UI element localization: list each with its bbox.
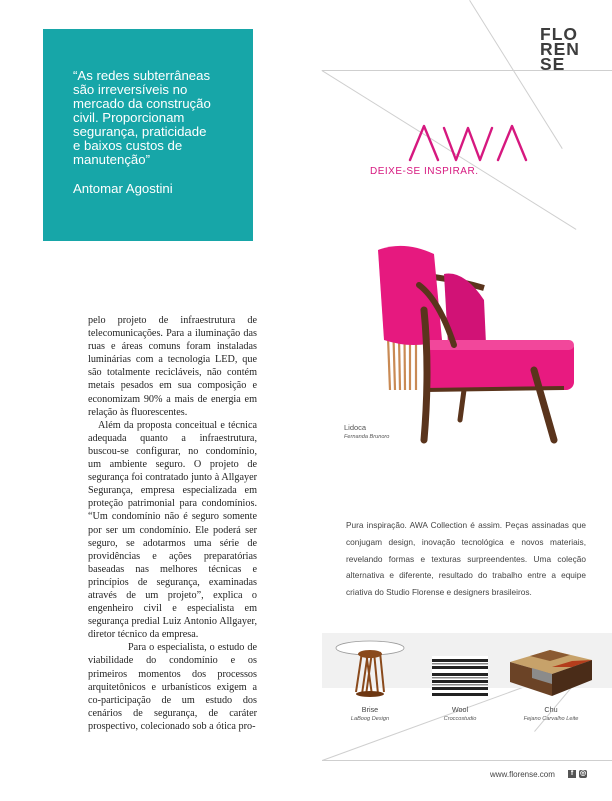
instagram-icon[interactable]: ◎ — [579, 770, 587, 777]
chair-name: Lidoca — [344, 423, 367, 432]
article-paragraph: Para o especialista, o estudo de viabilidade do condomínio e os primeiros momentos dos processos arquitetônicos e urbanísticos exigem a co-participação de um estudo dos cenários de segurança, de caráter prospectivo, colecionado sob a ótica pro- — [88, 642, 257, 732]
logo-line: SE — [540, 54, 566, 74]
chu-product-image — [510, 650, 592, 700]
wool-product-image — [432, 656, 488, 696]
product-designer: LaBoog Design — [350, 716, 390, 722]
logo-line: REN — [540, 39, 580, 59]
florense-logo — [540, 24, 590, 74]
quote-line: “As redes subterrâneas — [73, 68, 211, 83]
quote-line: civil. Proporcionam — [73, 110, 185, 125]
pull-quote-text — [73, 69, 233, 167]
product-name: Wool — [451, 705, 469, 714]
pull-quote-box — [43, 29, 253, 241]
brise-product-image — [334, 640, 406, 700]
logo-line: FLO — [540, 24, 578, 44]
product-designer: Fejano Carvalho Leite — [523, 716, 579, 722]
decorative-line — [322, 760, 612, 761]
article-column — [88, 314, 257, 733]
quote-line: são irreversíveis no — [73, 82, 188, 97]
tagline: DEIXE-SE INSPIRAR. — [370, 166, 479, 177]
quote-author: Antomar Agostini — [73, 181, 173, 196]
ad-body-text: Pura inspiração. AWA Collection é assim. Peças assinadas que conjugam design, inovação tecnológica e novos materiais, revelando formas e texturas surpreendentes. Uma coleção alternativa e diferente, resultado do trabalho entre a equipe criativa do Studio Florense e designers brasileiros. — [346, 520, 586, 598]
quote-line: e baixos custos de — [73, 138, 183, 153]
quote-line: mercado da construção — [73, 96, 211, 111]
chair-designer: Fernanda Brunoro — [344, 434, 390, 440]
quote-line: segurança, praticidade — [73, 124, 207, 139]
article-paragraph: pelo projeto de infraestrutura de telecomunicações. Para a iluminação das ruas e áreas comuns foram instaladas luminárias com a tecnologia LED, que são totalmente recicláveis, não contém metais pesados em sua composição e economizam 90% a mais de energia em relação às fluorescentes. — [88, 315, 257, 418]
article-paragraph: Além da proposta conceitual e técnica adequada quanto a infraestrutura, buscou-se configurar, no condomínio, um ambiente seguro. O projeto de segurança foi contratado junto à Allgayer Segurança, empresa especializada em proteção patrimonial para condomínios. “Um condomínio não é seguro somente por ser um condomínio. Ele poderá ser seguro, se adotarmos uma série de providências e ações preparatórias baseadas nas melhores técnicas e princípios de segurança, examinadas através de um projeto”, explica o engenheiro civil e especialista em segurança predial Luiz Antonio Allgayer, diretor técnico da empresa. — [88, 419, 257, 641]
awa-logo — [408, 120, 528, 168]
product-name: Chu — [544, 705, 558, 714]
quote-line: manutenção” — [73, 152, 150, 167]
facebook-icon[interactable]: f — [568, 770, 576, 778]
product-name: Brise — [361, 705, 379, 714]
website-link[interactable]: www.florense.com — [490, 770, 555, 779]
product-designer: Croccostudio — [443, 716, 477, 722]
lidoca-chair-image — [364, 240, 594, 455]
